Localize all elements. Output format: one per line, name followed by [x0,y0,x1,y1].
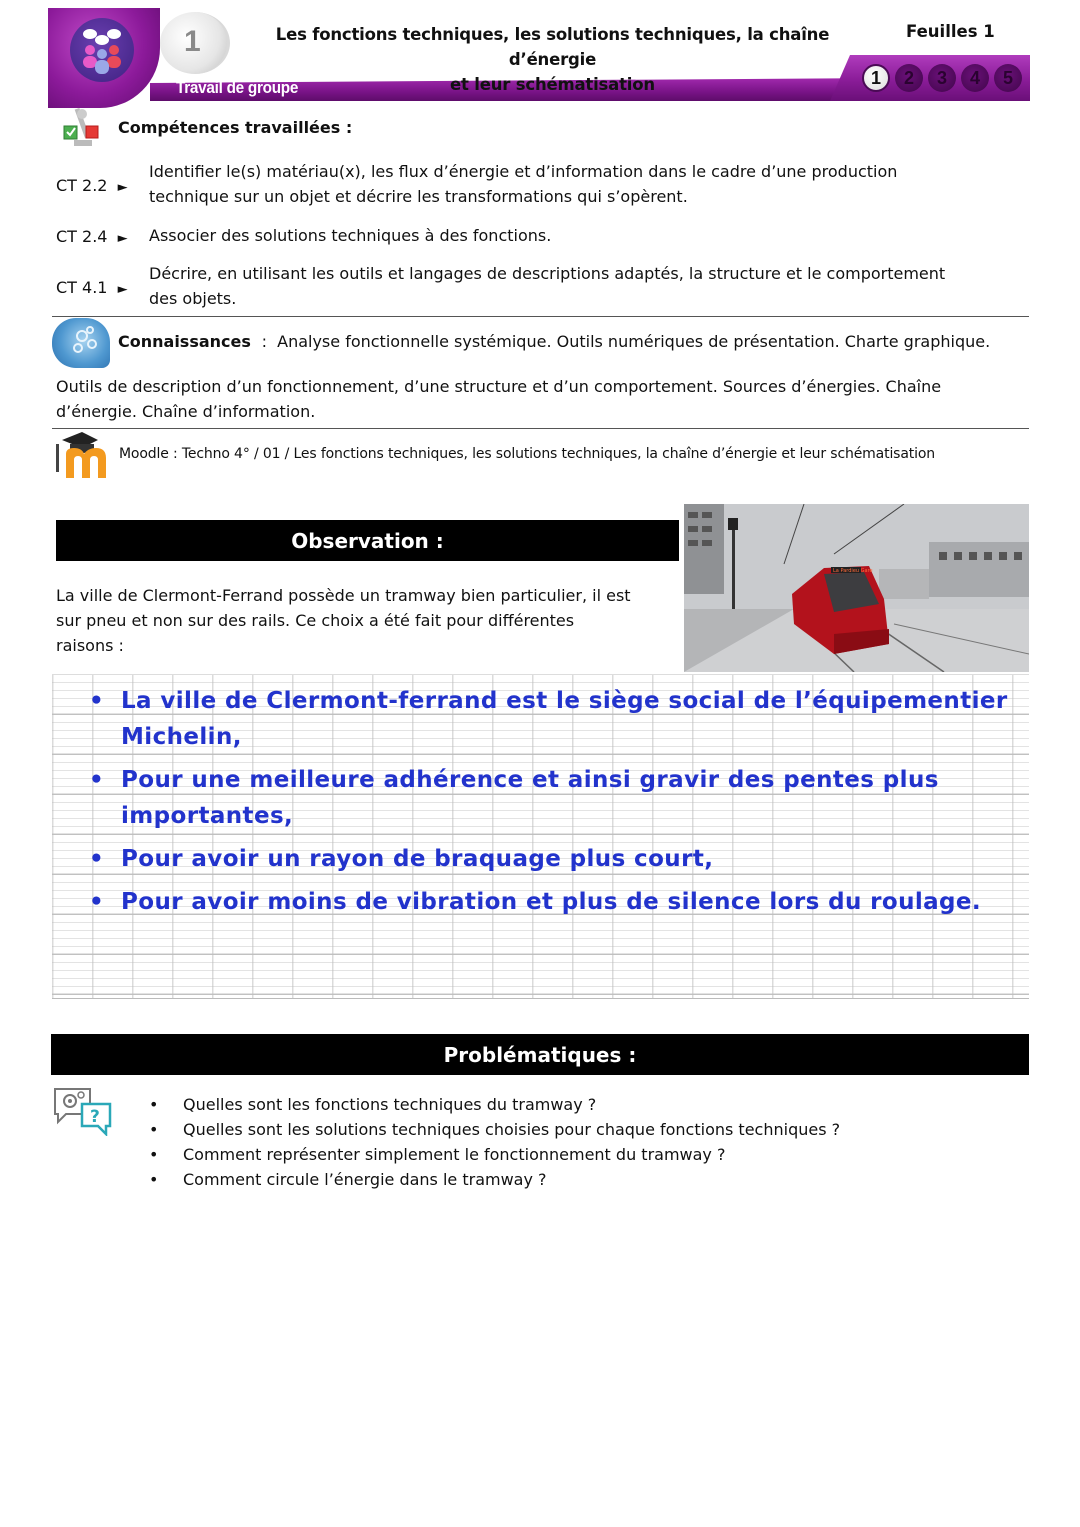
page-2[interactable]: 2 [895,64,923,92]
connaissances-line: Connaissances : Analyse fonctionnelle systémique. Outils numériques de présentation. Charte graphique. [118,332,991,351]
observation-header: Observation : [56,520,679,561]
bullet-icon: • [89,688,105,714]
question-item: • Comment représenter simplement le fonctionnement du tramway ? [183,1142,1023,1167]
arrow-icon: ► [117,231,128,246]
answer-item: • Pour une meilleure adhérence et ainsi gravir des pentes plus importantes, [121,762,1021,834]
bullet-icon: • [89,767,105,793]
connaissances-text: Outils de description d’un fonctionnement, d’une structure et d’un comportement. Sources d’énergies. Chaîne d’énergie. Chaîne d’information. [56,377,942,421]
question-list [149,1092,1023,1192]
page-title: Les fonctions techniques, les solutions techniques, la chaîne d’énergie et leur schématisation [275,25,830,94]
answer-item: • Pour avoir un rayon de braquage plus court, [121,841,1021,877]
page-4[interactable]: 4 [961,64,989,92]
answer-item: • Pour avoir moins de vibration et plus de silence lors du roulage. [121,884,1021,920]
arrow-icon: ► [117,282,128,297]
bullet-icon: • [149,1145,159,1164]
question-item: • Comment circule l’énergie dans le tramway ? [183,1167,1023,1192]
svg-text:La Pardieu Gare: La Pardieu Gare [833,568,873,574]
moodle-course-link[interactable]: Moodle : Techno 4° / 01 / Les fonctions techniques, les solutions techniques, la chaîne d’énergie et leur schématisation [119,446,935,462]
page-3[interactable]: 3 [928,64,956,92]
group-people-icon [70,18,134,82]
question-item: • Quelles sont les solutions techniques choisies pour chaque fonctions techniques ? [183,1117,1023,1142]
lesson-number: 1 [184,25,201,58]
sheet-label: Feuilles 1 [906,22,995,41]
answer-list [89,683,1021,920]
bullet-icon: • [89,889,105,915]
answer-item: • La ville de Clermont-ferrand est le siège social de l’équipementier Michelin, [121,683,1021,755]
competence-description: Associer des solutions techniques à des fonctions. [149,226,552,245]
bullet-icon: • [149,1170,159,1189]
page-1[interactable]: 1 [862,64,890,92]
brain-gears-icon [52,318,110,368]
tramway-photo [684,504,1029,672]
checklist-icon [60,106,104,150]
problematiques-header: Problématiques : [51,1034,1029,1075]
competence-description: Décrire, en utilisant les outils et langages de descriptions adaptés, la structure et le comportement des objets. [149,264,946,308]
bullet-icon: • [89,846,105,872]
competence-code: CT 2.2 ► [56,176,128,195]
page-indicator [862,64,1022,92]
banner-label: Travail de groupe [176,78,299,97]
arrow-icon: ► [117,180,128,195]
competences-title: Compétences travaillées : [118,118,353,137]
question-item: • Quelles sont les fonctions techniques du tramway ? [183,1092,1023,1117]
question-gear-icon [52,1086,114,1136]
competence-description: Identifier le(s) matériau(x), les flux d’énergie et d’information dans le cadre d’une production technique sur un objet et décrire les transformations qui s’opèrent. [149,162,898,206]
lesson-number-badge [160,12,230,74]
divider [52,316,1029,317]
svg-text:?: ? [90,1107,100,1127]
observation-text: La ville de Clermont-Ferrand possède un tramway bien particulier, il est sur pneu et non sur des rails. Ce choix a été fait pour différentes raisons : [56,586,631,655]
page-5[interactable]: 5 [994,64,1022,92]
bullet-icon: • [149,1120,159,1139]
competence-code: CT 2.4 ► [56,227,128,246]
bullet-icon: • [149,1095,159,1114]
divider [52,428,1029,429]
competence-code: CT 4.1 ► [56,278,128,297]
moodle-icon [54,430,116,480]
